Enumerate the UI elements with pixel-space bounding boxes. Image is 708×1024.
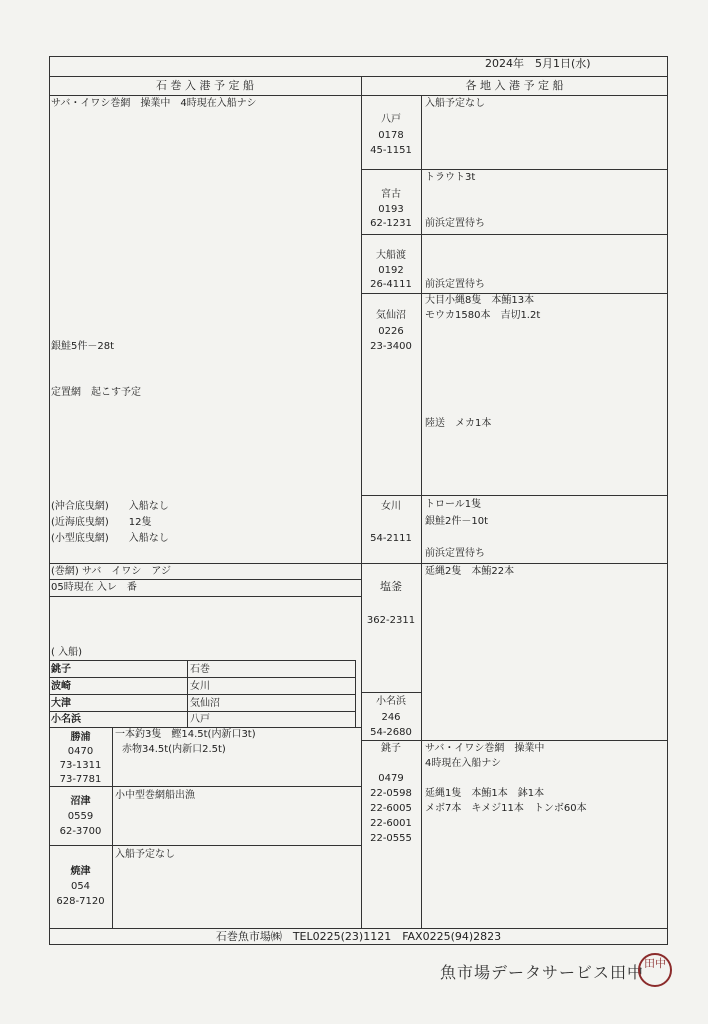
- left-sep-ireban: [49, 579, 361, 580]
- katsuura-line1: 一本釣3隻 鰹14.5t(内新口3t): [115, 729, 256, 740]
- hachinohe-name: 八戸: [381, 114, 401, 125]
- choshi-tel1: 0479: [378, 773, 404, 784]
- choshi-tel3: 22-6005: [370, 803, 412, 814]
- shiogama-info: 延縄2隻 本鮪22本: [425, 566, 515, 577]
- ofunato-tel1: 0192: [378, 265, 404, 276]
- port-row-2-right: 女川: [190, 681, 210, 692]
- port-row-1-right: 石巻: [190, 664, 210, 675]
- kesennuma-tel2: 23-3400: [370, 341, 412, 352]
- yaizu-name: 焼津: [70, 866, 91, 877]
- katsuura-tel3: 73-7781: [59, 774, 102, 785]
- header-ishinomaki: 石 巻 入 港 予 定 船: [156, 79, 254, 92]
- port-row-3-left: 大津: [51, 698, 71, 709]
- left-sep-port3: [49, 711, 355, 712]
- port-row-4-right: 八戸: [190, 714, 210, 725]
- header-divider: [49, 95, 668, 96]
- yaizu-line1: 入船予定なし: [115, 849, 175, 860]
- choshi-info1: サバ・イワシ巻網 操業中: [425, 743, 545, 754]
- choshi-tel2: 22-0598: [370, 788, 412, 799]
- frame-right: [667, 56, 668, 944]
- date-divider: [49, 76, 668, 77]
- brand-name: 魚市場データサービス田中: [440, 963, 645, 982]
- miyako-tel1: 0193: [378, 204, 404, 215]
- ishinomaki-okiai: (沖合底曳網) 入船なし: [51, 501, 169, 512]
- region-sep-2: [361, 234, 668, 235]
- shiogama-tel: 362-2311: [366, 615, 416, 626]
- left-sep-ireban-bottom: [49, 596, 361, 597]
- choshi-info3: 延縄1隻 本鮪1本 鉢1本: [425, 788, 545, 799]
- onagawa-info2: 銀鮭2件－10t: [425, 516, 489, 527]
- port-row-2-left: 波崎: [51, 681, 71, 692]
- choshi-tel4: 22-6001: [370, 818, 412, 829]
- katsuura-tel2: 73-1311: [59, 760, 102, 771]
- ishinomaki-ireban: 05時現在 入レ 番: [51, 582, 137, 593]
- onahama-tel2: 54-2680: [370, 727, 412, 738]
- footer-contact: 石巻魚市場㈱ TEL0225(23)1121 FAX0225(94)2823: [215, 930, 502, 943]
- ishinomaki-main-line: サバ・イワシ巻網 操業中 4時現在入船ナシ: [51, 98, 257, 109]
- region-sep-7: [361, 740, 668, 741]
- ishinomaki-teichi: 定置網 起こす予定: [51, 387, 141, 398]
- numazu-tel1: 0559: [67, 811, 94, 822]
- ofunato-info: 前浜定置待ち: [425, 279, 485, 290]
- katsuura-name: 勝浦: [70, 732, 91, 743]
- kesennuma-info3: 陸送 メカ1本: [425, 418, 492, 429]
- onahama-name: 小名浜: [376, 696, 406, 707]
- port-col-divider: [187, 660, 188, 727]
- onahama-tel1: 246: [381, 712, 401, 723]
- left-sep-port1: [49, 677, 355, 678]
- port-right-edge: [355, 660, 356, 727]
- left-sep-nyusen: [49, 660, 355, 661]
- left-sep-port2: [49, 694, 355, 695]
- port-row-1-left: 銚子: [51, 664, 71, 675]
- region-column-divider: [421, 95, 422, 928]
- left-sep-makiami: [49, 563, 361, 564]
- lower-left-col-divider: [112, 727, 113, 928]
- numazu-tel2: 62-3700: [59, 826, 102, 837]
- lower-sep-yaizu: [49, 845, 361, 846]
- ishinomaki-ginzake: 銀鮭5件－28t: [51, 341, 115, 352]
- kesennuma-info1: 大目小縄8隻 本鮪13本: [425, 295, 535, 306]
- ishinomaki-makiami: (巻網) サバ イワシ アジ: [51, 566, 171, 577]
- hachinohe-tel2: 45-1151: [370, 145, 412, 156]
- onagawa-name: 女川: [381, 501, 401, 512]
- region-sep-4: [361, 495, 668, 496]
- onagawa-info1: トロール1隻: [425, 499, 482, 510]
- yaizu-tel1: 054: [70, 881, 91, 892]
- hachinohe-info: 入船予定なし: [425, 98, 485, 109]
- katsuura-tel1: 0470: [67, 746, 94, 757]
- katsuura-line2: 赤物34.5t(内新口2.5t): [122, 744, 226, 755]
- tanaka-stamp: 田中: [638, 953, 672, 987]
- footer-divider: [49, 928, 668, 929]
- onagawa-tel: 54-2111: [370, 533, 412, 544]
- numazu-name: 沼津: [70, 796, 91, 807]
- ishinomaki-kinkai: (近海底曳網) 12隻: [51, 517, 152, 528]
- port-row-3-right: 気仙沼: [190, 698, 220, 709]
- choshi-info2: 4時現在入船ナシ: [425, 758, 502, 769]
- choshi-info4: メボ7本 キメジ11本 トンボ60本: [425, 803, 587, 814]
- kesennuma-info2: モウカ1580本 吉切1.2t: [425, 310, 541, 321]
- yaizu-tel2: 628-7120: [56, 896, 105, 907]
- onagawa-info3: 前浜定置待ち: [425, 548, 485, 559]
- choshi-tel5: 22-0555: [370, 833, 412, 844]
- miyako-info2: 前浜定置待ち: [425, 218, 485, 229]
- shiogama-name: 塩釜: [380, 580, 402, 593]
- report-date: 2024年 5月1日(水): [485, 57, 591, 70]
- miyako-name: 宮古: [381, 189, 401, 200]
- miyako-tel2: 62-1231: [370, 218, 412, 229]
- header-regions: 各 地 入 港 予 定 船: [465, 79, 564, 92]
- region-sep-6: [361, 692, 422, 693]
- ishinomaki-kogata: (小型底曳網) 入船なし: [51, 533, 169, 544]
- port-row-4-left: 小名浜: [51, 714, 81, 725]
- ofunato-name: 大船渡: [376, 250, 406, 261]
- kesennuma-tel1: 0226: [378, 326, 404, 337]
- ofunato-tel2: 26-4111: [370, 279, 412, 290]
- frame-bottom: [49, 944, 668, 945]
- lower-sep-numazu: [49, 786, 361, 787]
- kesennuma-name: 気仙沼: [376, 310, 406, 321]
- region-sep-1: [361, 169, 668, 170]
- miyako-info1: トラウト3t: [425, 172, 476, 183]
- region-sep-5: [361, 563, 668, 564]
- ishinomaki-nyusen: ( 入船): [51, 647, 82, 658]
- hachinohe-tel1: 0178: [378, 130, 404, 141]
- numazu-line1: 小中型巻網船出漁: [115, 790, 195, 801]
- choshi-name: 銚子: [381, 743, 401, 754]
